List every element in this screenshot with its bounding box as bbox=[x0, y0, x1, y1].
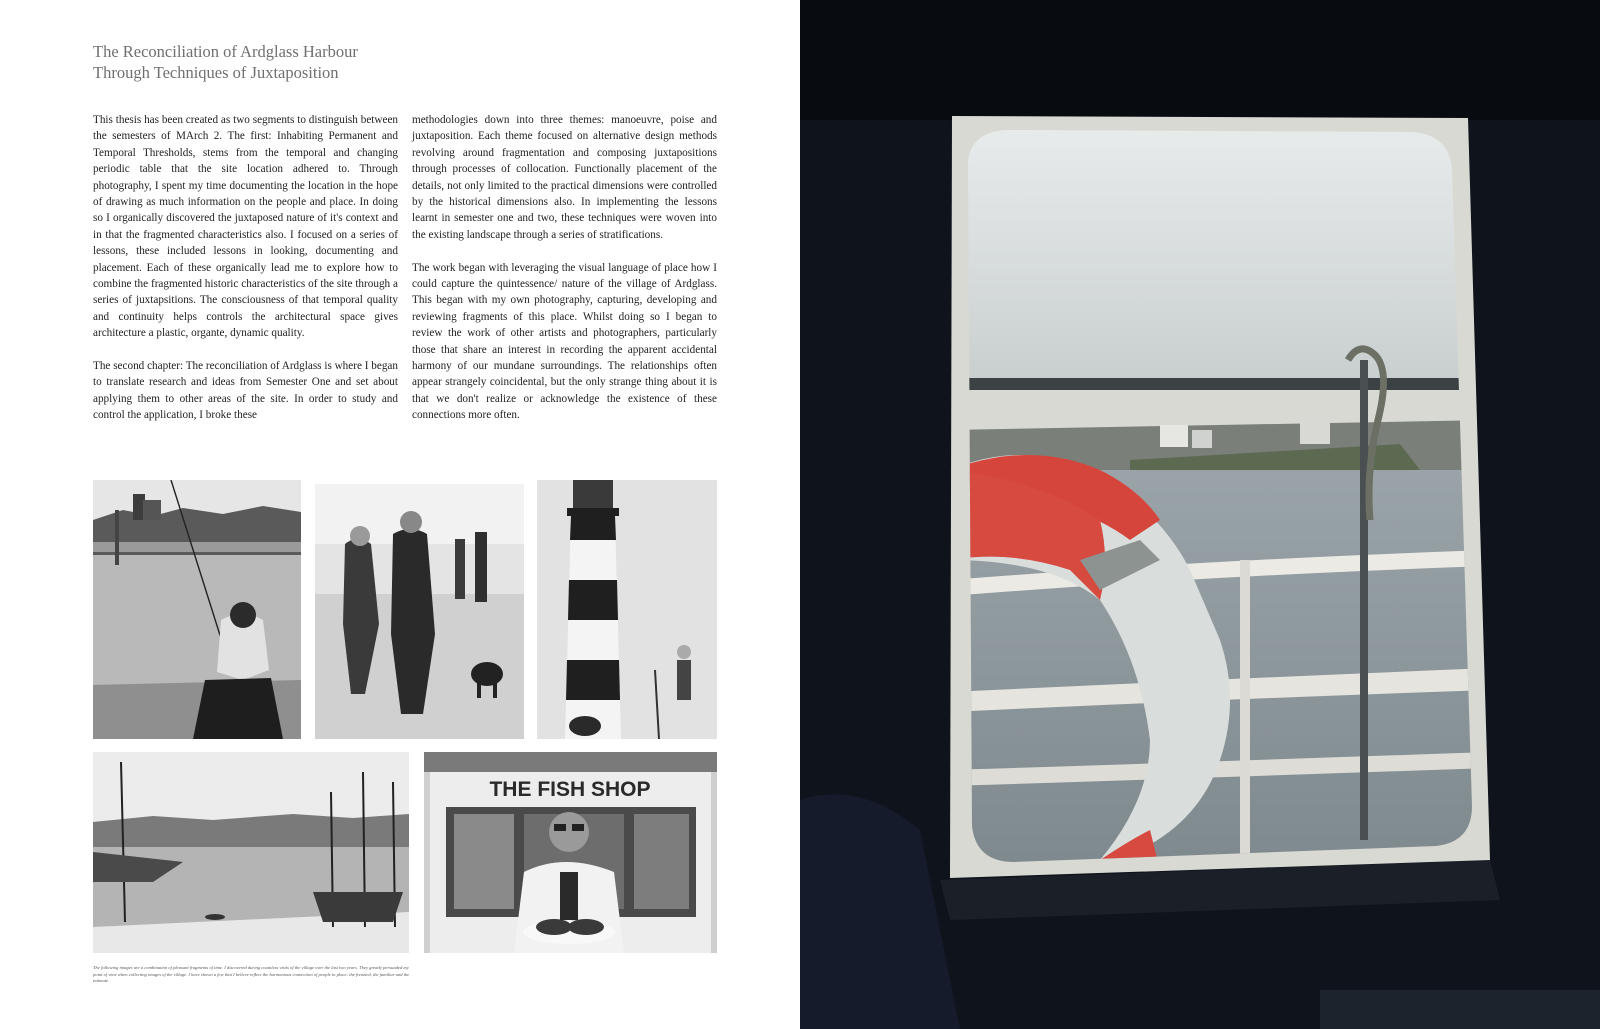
paragraph: This thesis has been created as two segments to distinguish between the semesters of MArch 2. The first: Inhabiting Permanent and Temporal Thresholds, stems from the temporal and changing periodic table that the site location adhered to. Through photography, I spent my time documenting the location in the hope of drawing as much information on the people and place. In doing so I organically discovered the juxtaposed nature of it's context and in that the fragmented characteristics also. I focused on a series of lessons, these included lessons in looking, documenting and placement. Each of these organically lead me to explore how to combine the fragmented historic characteristics of the site through a series of juxtapsitions. The consciousness of that temporal quality and continuity helps controls the architectural space gives architecture a plastic, organte, dynamic quality. bbox=[93, 114, 398, 340]
photo-caption: The following images are a combination of pleasant fragments of time. I discovered during countless visits of the village over the last two years. They greatly persuaded my point of view when collecting images of the village. I have shown a few that I believe reflect the harmonious connection of people to place: the frenzied, the familiar and the intimate. bbox=[93, 965, 410, 984]
photo-fishing-woman bbox=[93, 480, 301, 739]
title-line-1: The Reconciliation of Ardglass Harbour bbox=[93, 42, 358, 61]
paragraph: methodologies down into three themes: manoeuvre, poise and juxtaposition. Each theme focused on alternative design methods revolving around fragmentation and composing juxtapositions through processes of collocation. Functionally placement of the details, not only limited to the practical dimensions were controlled by the historical dimensions also. In implementing the lessons learnt in semester one and two, these techniques were woven into the existing landscape through a series of stratifications. bbox=[412, 114, 717, 241]
text-column-left bbox=[93, 112, 398, 440]
paragraph: The work began with leveraging the visual language of place how I could capture the quintessence/ nature of the village of Ardglass. This began with my own photography, capturing, developing and reviewing fragments of this place. Whilst doing so I began to review the work of other artists and photographers, particularly those that share an interest in recording the apparent accidental harmony of our mundane surroundings. The relationships often appear strangely coincidental, but the only strange thing about it is that we don't realize or acknowledge the existence of these connections more often. bbox=[412, 261, 717, 422]
photo-lighthouse bbox=[537, 480, 717, 739]
photo-men-on-pier bbox=[315, 484, 524, 739]
page-title bbox=[93, 41, 593, 83]
photo-fish-shop bbox=[424, 752, 717, 953]
title-line-2: Through Techniques of Juxtaposition bbox=[93, 63, 339, 82]
porthole-photo bbox=[800, 0, 1600, 1029]
right-page bbox=[800, 0, 1600, 1029]
text-column-right bbox=[412, 112, 717, 440]
fish-shop-sign: THE FISH SHOP bbox=[489, 778, 651, 801]
photo-harbour-boats bbox=[93, 752, 409, 953]
paragraph: The second chapter: The reconciliation of Ardglass is where I began to translate research and ideas from Semester One and set about applying them to other areas of the site. In order to study and control the application, I broke these bbox=[93, 360, 398, 422]
